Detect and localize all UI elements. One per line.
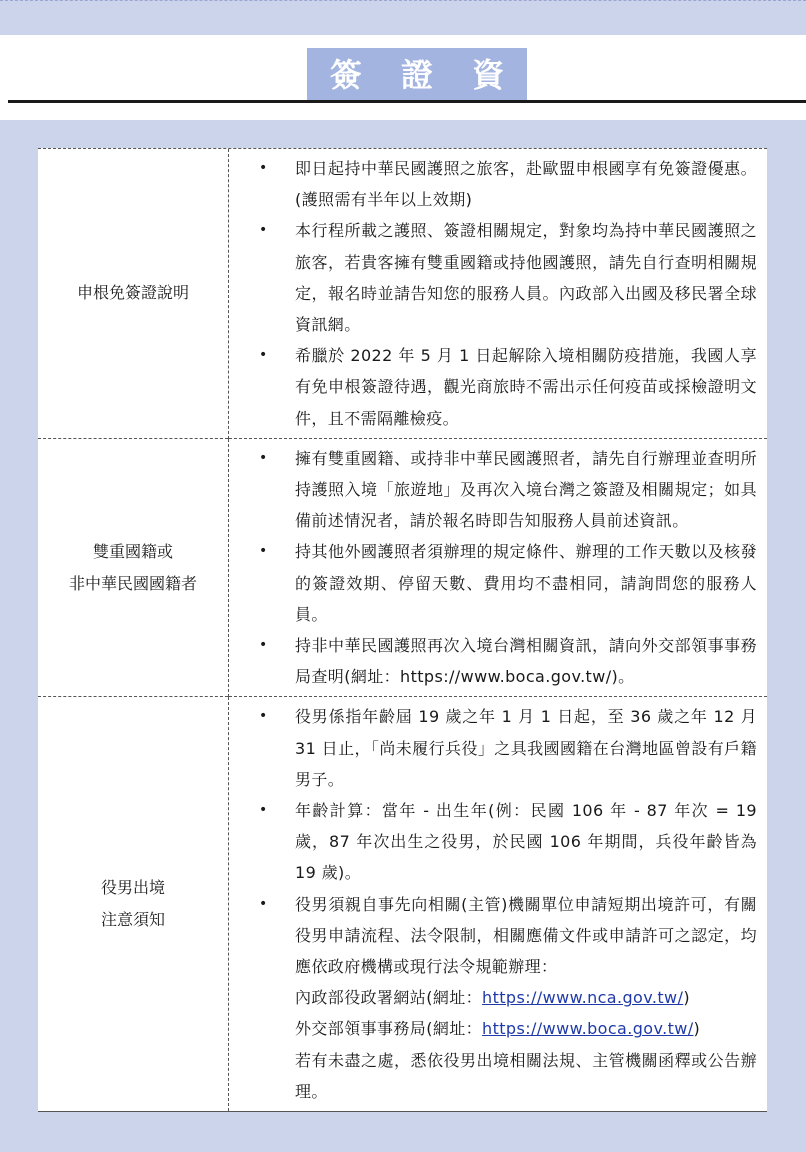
top-band <box>0 0 806 35</box>
visa-info-table <box>38 148 767 1112</box>
bullet-icon: • <box>259 708 268 725</box>
closing-note: 若有未盡之處，悉依役男出境相關法規、主管機關函釋或公告辦理。 <box>295 1050 757 1101</box>
nca-link-line: 內政部役政署網站(網址：https://www.nca.gov.tw/) <box>295 988 690 1008</box>
section-label-line: 役男出境 <box>100 878 165 898</box>
section-label <box>38 149 229 438</box>
section-content <box>229 697 768 1111</box>
bullet-icon: • <box>259 222 268 239</box>
boca-link-line: 外交部領事事務局(網址：https://www.boca.gov.tw/) <box>295 1019 701 1039</box>
bullet-icon: • <box>259 449 268 466</box>
page-title: 簽 證 資 <box>307 48 527 102</box>
section-content <box>229 438 768 697</box>
bullet-icon: • <box>259 543 268 560</box>
list-item: • 持其他外國護照者須辦理的規定條件、辦理的工作天數以及核發的簽證效期、停留天數、費用均不盡相同，請詢問您的服務人員。 <box>229 536 757 630</box>
list-item: • 年齡計算：當年 - 出生年(例：民國 106 年 - 87 年次 = 19 歲，87 年次出生之役男，於民國 106 年期間，兵役年齡皆為 19 歲)。 <box>229 795 757 889</box>
list-item: • 役男係指年齡屆 19 歲之年 1 月 1 日起，至 36 歲之年 12 月 31 日止，「尚未履行兵役」之具我國國籍在台灣地區曾設有戶籍男子。 <box>229 701 757 795</box>
bullet-icon: • <box>259 160 268 176</box>
section-label <box>38 697 229 1111</box>
nca-website-link[interactable]: https://www.nca.gov.tw/ <box>482 988 684 1008</box>
bullet-icon: • <box>259 347 268 364</box>
section-content <box>229 149 768 438</box>
section-label-line: 非中華民國國籍者 <box>68 573 197 593</box>
section-schengen <box>38 149 767 438</box>
section-label <box>38 438 229 697</box>
list-item: • 擁有雙重國籍、或持非中華民國護照者，請先自行辦理並查明所持護照入境「旅遊地」及再次入境台灣之簽證及相關規定；如具備前述情況者，請於報名時即告知服務人員前述資訊。 <box>229 443 757 537</box>
section-military-service <box>38 697 767 1111</box>
list-item: • 即日起持中華民國護照之旅客，赴歐盟申根國享有免簽證優惠。(護照需有半年以上效期) <box>229 153 757 215</box>
section-label-line: 申根免簽證說明 <box>76 283 189 303</box>
title-divider <box>8 100 806 103</box>
bullet-icon: • <box>259 637 268 654</box>
list-item: • 役男須親自事先向相關(主管)機關單位申請短期出境許可，有關役男申請流程、法令限制，相關應備文件或申請許可之認定，均應依政府機構或現行法令規範辦理： 內政部役政署網站(網址：https://www.nca.gov.tw/) 外交部領事事務局(網址：https://www.boca.gov.tw/) 若有未盡之處，悉依役男出境相關法規、主管機關函釋或公告辦理。 <box>229 889 757 1107</box>
section-dual-nationality <box>38 438 767 697</box>
bullet-icon: • <box>259 895 268 912</box>
bullet-icon: • <box>259 802 268 819</box>
section-label-line: 雙重國籍或 <box>92 541 173 561</box>
list-item: • 本行程所載之護照、簽證相關規定，對象均為持中華民國護照之旅客，若貴客擁有雙重國籍或持他國護照，請先自行查明相關規定，報名時並請告知您的服務人員。內政部入出國及移民署全球資訊網。 <box>229 215 757 340</box>
section-label-line: 注意須知 <box>100 910 165 930</box>
list-item: • 希臘於 2022 年 5 月 1 日起解除入境相關防疫措施，我國人享有免申根簽證待遇，觀光商旅時不需出示任何疫苗或採檢證明文件，且不需隔離檢疫。 <box>229 340 757 434</box>
boca-website-link[interactable]: https://www.boca.gov.tw/ <box>482 1019 694 1039</box>
list-item: • 持非中華民國護照再次入境台灣相關資訊，請向外交部領事事務局查明(網址：https://www.boca.gov.tw/)。 <box>229 630 757 692</box>
